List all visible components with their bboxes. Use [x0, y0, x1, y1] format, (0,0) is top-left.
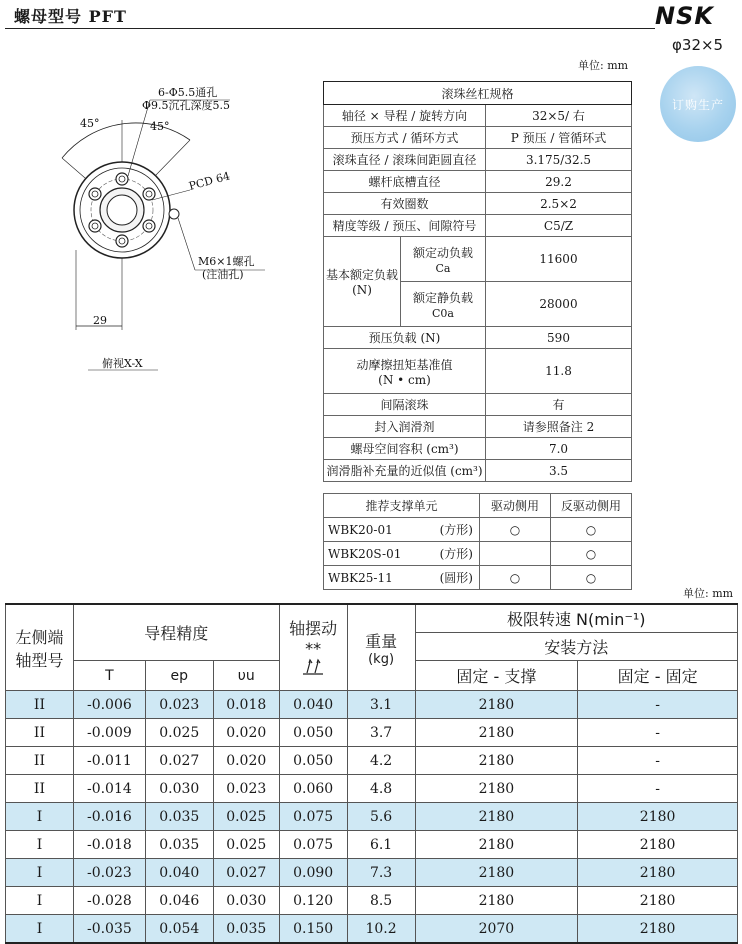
header-rule	[5, 28, 655, 29]
header-vu: υu	[213, 661, 279, 691]
cell-ep: 0.023	[145, 691, 213, 719]
cell-runout: 0.075	[279, 803, 347, 831]
cell-vu: 0.023	[213, 775, 279, 803]
spec-label: 封入润滑剂	[324, 416, 486, 438]
diameter-label: φ32×5	[672, 36, 724, 54]
cell-T: -0.018	[73, 831, 145, 859]
support-nondrive: ○	[551, 566, 632, 590]
cell-ep: 0.027	[145, 747, 213, 775]
header-weight-unit: (kg)	[368, 651, 395, 667]
static-load-cell	[401, 282, 486, 327]
spec-row	[324, 327, 632, 349]
table-row	[6, 691, 738, 719]
cell-T: -0.016	[73, 803, 145, 831]
performance-body	[6, 691, 738, 944]
spec-row	[324, 149, 632, 171]
support-model: WBK20-01	[324, 518, 427, 542]
cell-type: I	[6, 831, 74, 859]
nut-drawing	[40, 80, 290, 380]
spec-row	[324, 416, 632, 438]
table-row	[6, 775, 738, 803]
spec-row	[324, 237, 632, 282]
bolt-hole	[116, 173, 128, 185]
spec-label: 精度等级 / 预压、间隙符号	[324, 215, 486, 237]
cell-fs: 2180	[415, 747, 578, 775]
spec-label: 滚珠直径 / 滚珠间距圆直径	[324, 149, 486, 171]
brand-logo: NSK	[655, 2, 714, 30]
header-fixed-support: 固定 - 支撑	[415, 661, 578, 691]
cell-runout: 0.060	[279, 775, 347, 803]
cell-fs: 2180	[415, 831, 578, 859]
cell-type: I	[6, 803, 74, 831]
cell-runout: 0.090	[279, 859, 347, 887]
thread-leader	[178, 218, 195, 270]
cell-vu: 0.025	[213, 831, 279, 859]
static-load-value: 28000	[486, 282, 632, 327]
cell-fs: 2180	[415, 719, 578, 747]
spec-value: 有	[486, 394, 632, 416]
bolt-hole	[143, 188, 155, 200]
cell-type: II	[6, 691, 74, 719]
spec-title: 滚珠丝杠规格	[324, 82, 632, 105]
cell-weight: 3.7	[347, 719, 415, 747]
spec-value: 2.5×2	[486, 193, 632, 215]
dim-29-label: 29	[93, 314, 107, 327]
header-runout-cell	[279, 604, 347, 691]
support-model: WBK25-11	[324, 566, 427, 590]
bolt-hole	[143, 220, 155, 232]
support-shape: (方形)	[426, 542, 479, 566]
support-drive	[480, 542, 551, 566]
unit-label-bottom: 单位: mm	[683, 587, 734, 600]
spec-label: 预压负载 (N)	[324, 327, 486, 349]
cell-ff: 2180	[578, 831, 738, 859]
cell-vu: 0.030	[213, 887, 279, 915]
header-weight-cell	[347, 604, 415, 691]
spec-value: C5/Z	[486, 215, 632, 237]
spec-value: 3.5	[486, 460, 632, 482]
spec-value: 32×5/ 右	[486, 105, 632, 127]
support-drive: ○	[480, 566, 551, 590]
bolt-hole	[89, 188, 101, 200]
dynamic-load-label: 额定动负载	[412, 245, 473, 260]
spec-table	[323, 81, 632, 482]
cell-fs: 2180	[415, 887, 578, 915]
table-row	[6, 915, 738, 944]
spec-value: 29.2	[486, 171, 632, 193]
header-lead-accuracy: 导程精度	[73, 604, 279, 661]
cell-type: II	[6, 775, 74, 803]
support-row	[324, 566, 632, 590]
spec-row	[324, 394, 632, 416]
spec-value: 3.175/32.5	[486, 149, 632, 171]
spec-row	[324, 127, 632, 149]
cell-fs: 2180	[415, 691, 578, 719]
cell-weight: 10.2	[347, 915, 415, 944]
screw-shaft	[107, 195, 137, 225]
table-row	[6, 859, 738, 887]
support-nondrive: ○	[551, 518, 632, 542]
cell-ff: -	[578, 719, 738, 747]
header-max-speed: 极限转速 N(min⁻¹)	[415, 604, 737, 633]
cell-ff: 2180	[578, 803, 738, 831]
spec-row	[324, 171, 632, 193]
cell-ff: 2180	[578, 915, 738, 944]
torque-value: 11.8	[486, 349, 632, 394]
dynamic-load-cell	[401, 237, 486, 282]
cell-ep: 0.025	[145, 719, 213, 747]
torque-cell	[324, 349, 486, 394]
support-row	[324, 518, 632, 542]
cell-type: I	[6, 859, 74, 887]
cell-vu: 0.035	[213, 915, 279, 944]
cell-ff: 2180	[578, 859, 738, 887]
bolt-hole	[89, 220, 101, 232]
spec-row	[324, 438, 632, 460]
static-load-label: 额定静负载	[412, 290, 473, 305]
pcd-label: PCD 64	[187, 169, 232, 193]
header-T: T	[73, 661, 145, 691]
spec-value: P 预压 / 管循环式	[486, 127, 632, 149]
cell-weight: 6.1	[347, 831, 415, 859]
support-row	[324, 542, 632, 566]
load-group-label: 基本额定负载	[326, 268, 399, 282]
cell-fs: 2180	[415, 859, 578, 887]
angle-label-left: 45°	[80, 117, 100, 130]
header-ep: ep	[145, 661, 213, 691]
cell-T: -0.014	[73, 775, 145, 803]
spec-label: 螺杆底槽直径	[324, 171, 486, 193]
cell-weight: 4.2	[347, 747, 415, 775]
header-mount-method: 安装方法	[415, 633, 737, 661]
oil-hole	[169, 209, 179, 219]
header-weight: 重量	[365, 631, 398, 651]
spec-value: 7.0	[486, 438, 632, 460]
cell-fs: 2180	[415, 775, 578, 803]
bolt-hole	[116, 235, 128, 247]
cell-ep: 0.054	[145, 915, 213, 944]
counterbore-label: Φ9.5沉孔深度5.5	[142, 99, 231, 112]
cell-ep: 0.030	[145, 775, 213, 803]
cell-ep: 0.046	[145, 887, 213, 915]
cell-type: I	[6, 915, 74, 944]
header-runout-note: **	[305, 638, 322, 658]
unit-label-top: 单位: mm	[578, 59, 629, 72]
support-model: WBK20S-01	[324, 542, 427, 566]
cell-runout: 0.120	[279, 887, 347, 915]
cell-weight: 7.3	[347, 859, 415, 887]
cell-T: -0.023	[73, 859, 145, 887]
spec-row	[324, 215, 632, 237]
spec-label: 间隔滚珠	[324, 394, 486, 416]
table-row	[6, 887, 738, 915]
runout-symbol-icon	[301, 658, 325, 676]
spec-row	[324, 460, 632, 482]
cell-ff: -	[578, 691, 738, 719]
support-header-drive: 驱动侧用	[480, 494, 551, 518]
cell-type: I	[6, 887, 74, 915]
cell-runout: 0.040	[279, 691, 347, 719]
cell-vu: 0.027	[213, 859, 279, 887]
spec-row	[324, 105, 632, 127]
cell-vu: 0.018	[213, 691, 279, 719]
thread-sub-label: (注油孔)	[202, 268, 244, 281]
header-fixed-fixed: 固定 - 固定	[578, 661, 738, 691]
spec-label: 有效圈数	[324, 193, 486, 215]
cell-weight: 5.6	[347, 803, 415, 831]
spec-row	[324, 193, 632, 215]
table-row	[6, 719, 738, 747]
cell-weight: 3.1	[347, 691, 415, 719]
support-shape: (圆形)	[426, 566, 479, 590]
spec-row	[324, 349, 632, 394]
cell-ep: 0.035	[145, 831, 213, 859]
cell-weight: 4.8	[347, 775, 415, 803]
table-row	[6, 747, 738, 775]
cell-ff: 2180	[578, 887, 738, 915]
static-load-symbol: C0a	[432, 306, 454, 320]
cell-fs: 2180	[415, 803, 578, 831]
cell-runout: 0.150	[279, 915, 347, 944]
table-row	[6, 803, 738, 831]
performance-table	[5, 603, 738, 944]
header-runout: 轴摆动	[289, 618, 338, 638]
cell-ff: -	[578, 775, 738, 803]
cell-T: -0.035	[73, 915, 145, 944]
page-title: 螺母型号 PFT	[14, 7, 127, 26]
cell-T: -0.028	[73, 887, 145, 915]
torque-label: 动摩擦扭矩基准值	[356, 357, 453, 372]
support-nondrive: ○	[551, 542, 632, 566]
load-group-unit: (N)	[352, 283, 372, 297]
cell-vu: 0.020	[213, 747, 279, 775]
cell-vu: 0.020	[213, 719, 279, 747]
spec-label: 预压方式 / 循环方式	[324, 127, 486, 149]
support-header-model: 推荐支撑单元	[324, 494, 480, 518]
cell-type: II	[6, 747, 74, 775]
thread-label: M6×1螺孔	[198, 255, 255, 268]
cell-T: -0.009	[73, 719, 145, 747]
spec-label: 轴径 × 导程 / 旋转方向	[324, 105, 486, 127]
support-shape: (方形)	[426, 518, 479, 542]
cell-vu: 0.025	[213, 803, 279, 831]
support-unit-table	[323, 493, 632, 590]
spec-value: 590	[486, 327, 632, 349]
cell-ff: -	[578, 747, 738, 775]
cell-T: -0.006	[73, 691, 145, 719]
view-label: 俯视X-X	[102, 357, 143, 370]
spec-label: 润滑脂补充量的近似值 (cm³)	[324, 460, 486, 482]
support-drive: ○	[480, 518, 551, 542]
spec-label: 螺母空间容积 (cm³)	[324, 438, 486, 460]
spec-value: 请参照备注 2	[486, 416, 632, 438]
load-group-cell	[324, 237, 401, 327]
cell-ep: 0.040	[145, 859, 213, 887]
cell-runout: 0.075	[279, 831, 347, 859]
header-left-shaft-type: 左侧端轴型号	[6, 604, 74, 691]
cell-type: II	[6, 719, 74, 747]
cell-T: -0.011	[73, 747, 145, 775]
dynamic-load-symbol: Ca	[435, 261, 451, 275]
order-production-badge[interactable]: 订购生产	[660, 66, 736, 142]
support-header-row	[324, 494, 632, 518]
cell-runout: 0.050	[279, 747, 347, 775]
support-header-nondrive: 反驱动侧用	[551, 494, 632, 518]
cell-weight: 8.5	[347, 887, 415, 915]
torque-unit: (N • cm)	[378, 372, 431, 387]
cell-ep: 0.035	[145, 803, 213, 831]
dynamic-load-value: 11600	[486, 237, 632, 282]
angle-label-right: 45°	[150, 120, 170, 133]
cell-fs: 2070	[415, 915, 578, 944]
cell-runout: 0.050	[279, 719, 347, 747]
hole-label: 6-Φ5.5通孔	[158, 86, 218, 99]
table-row	[6, 831, 738, 859]
